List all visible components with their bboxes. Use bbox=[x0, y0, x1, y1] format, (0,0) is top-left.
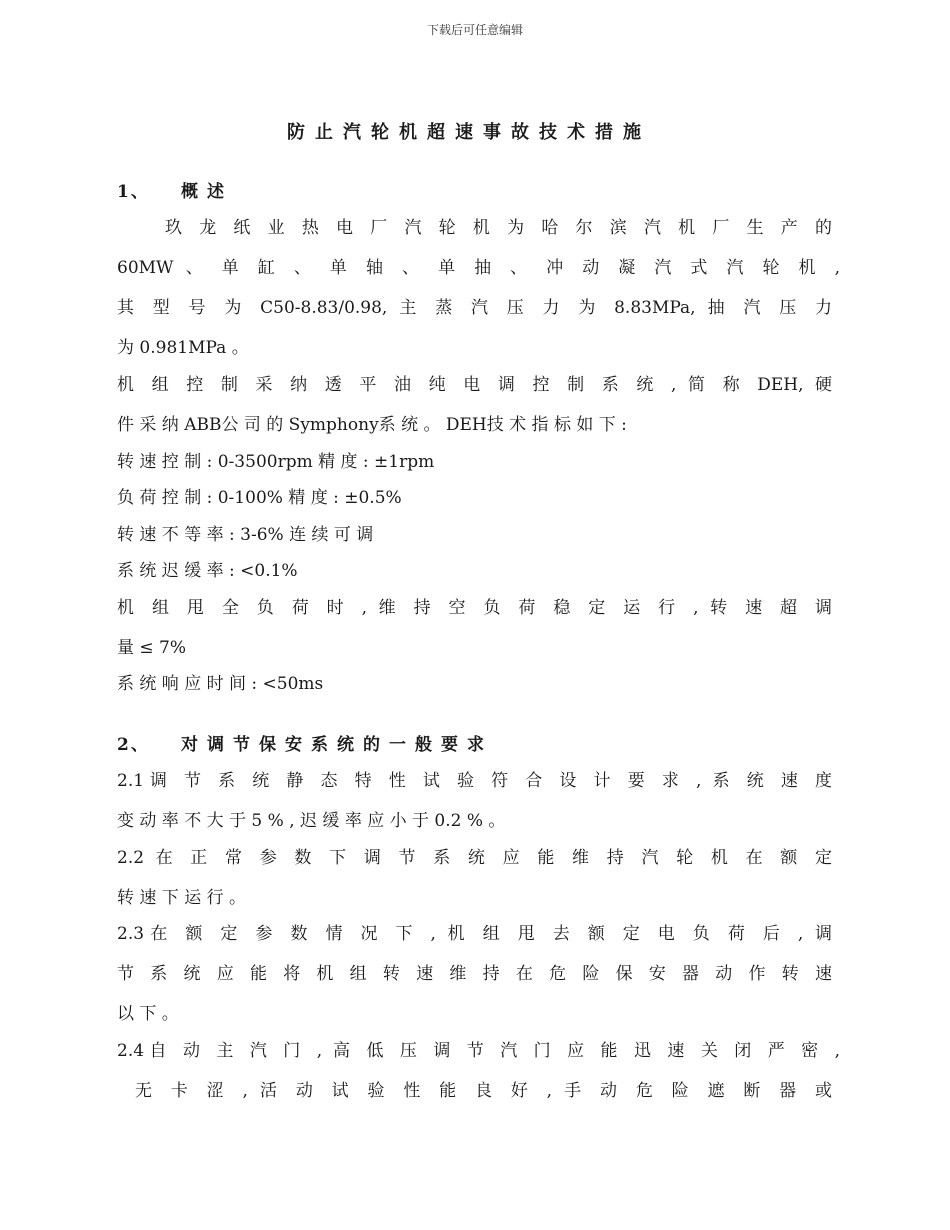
section-number: 2、 bbox=[117, 735, 150, 755]
paragraph-line: 为 0.981MPa 。 bbox=[117, 338, 249, 358]
header-note: 下载后可任意编辑 bbox=[426, 23, 523, 37]
paragraph-line: 无 卡 涩 , 活 动 试 验 性 能 良 好 , 手 动 危 险 遮 断 器 或 bbox=[135, 1081, 832, 1101]
paragraph-line: 2.2 在 正 常 参 数 下 调 节 系 统 应 能 维 持 汽 轮 机 在 额 定 bbox=[117, 848, 832, 868]
section-title: 概述 bbox=[181, 182, 233, 202]
section-number: 1、 bbox=[117, 182, 150, 202]
spec-line: 转 速 控 制 : 0-3500rpm 精 度 : ±1rpm bbox=[117, 452, 435, 472]
paragraph-line: 转 速 下 运 行 。 bbox=[117, 888, 247, 908]
paragraph-line: 2.4自 动 主 汽 门 , 高 低 压 调 节 汽 门 应 能 迅 速 关 闭 严 密 , bbox=[117, 1041, 840, 1061]
paragraph-line: 其 型 号 为 C50-8.83/0.98, 主 蒸 汽 压 力 为 8.83MPa, 抽 汽 压 力 bbox=[117, 298, 832, 318]
spec-line: 系 统 迟 缓 率 : <0.1% bbox=[117, 561, 298, 581]
paragraph-line: 以 下 。 bbox=[117, 1004, 179, 1024]
paragraph-line: 机 组 控 制 采 纳 透 平 油 纯 电 调 控 制 系 统 , 简 称 DEH, 硬 bbox=[117, 375, 832, 395]
spec-line: 机 组 甩 全 负 荷 时 , 维 持 空 负 荷 稳 定 运 行 , 转 速 超 调 bbox=[117, 598, 832, 618]
section-1-heading bbox=[117, 181, 233, 203]
document-title: 防止汽轮机超速事故技术措施 bbox=[287, 122, 651, 143]
paragraph-line: 2.1调 节 系 统 静 态 特 性 试 验 符 合 设 计 要 求 , 系 统 速 度 bbox=[117, 771, 832, 791]
paragraph-line: 玖 龙 纸 业 热 电 厂 汽 轮 机 为 哈 尔 滨 汽 机 厂 生 产 的 bbox=[165, 218, 832, 238]
spec-line: 系 统 响 应 时 间 : <50ms bbox=[117, 674, 324, 694]
paragraph-line: 节 系 统 应 能 将 机 组 转 速 维 持 在 危 险 保 安 器 动 作 转 速 bbox=[117, 964, 832, 984]
spec-line: 量 ≤ 7% bbox=[117, 638, 187, 658]
spec-line: 负 荷 控 制 : 0-100% 精 度 : ±0.5% bbox=[117, 488, 402, 508]
paragraph-line: 60MW 、 单 缸 、 单 轴 、 单 抽 、 冲 动 凝 汽 式 汽 轮 机 , bbox=[117, 258, 840, 278]
spec-line: 转 速 不 等 率 : 3-6% 连 续 可 调 bbox=[117, 525, 374, 545]
paragraph-line: 变 动 率 不 大 于 5 % , 迟 缓 率 应 小 于 0.2 % 。 bbox=[117, 811, 506, 831]
section-2-heading bbox=[117, 734, 493, 756]
paragraph-line: 件 采 纳 ABB公 司 的 Symphony系 统 。 DEH技 术 指 标 如 下 : bbox=[117, 415, 627, 435]
paragraph-line: 2.3在 额 定 参 数 情 况 下 , 机 组 甩 去 额 定 电 负 荷 后 , 调 bbox=[117, 924, 832, 944]
section-title: 对调节保安系统的一般要求 bbox=[181, 735, 493, 755]
